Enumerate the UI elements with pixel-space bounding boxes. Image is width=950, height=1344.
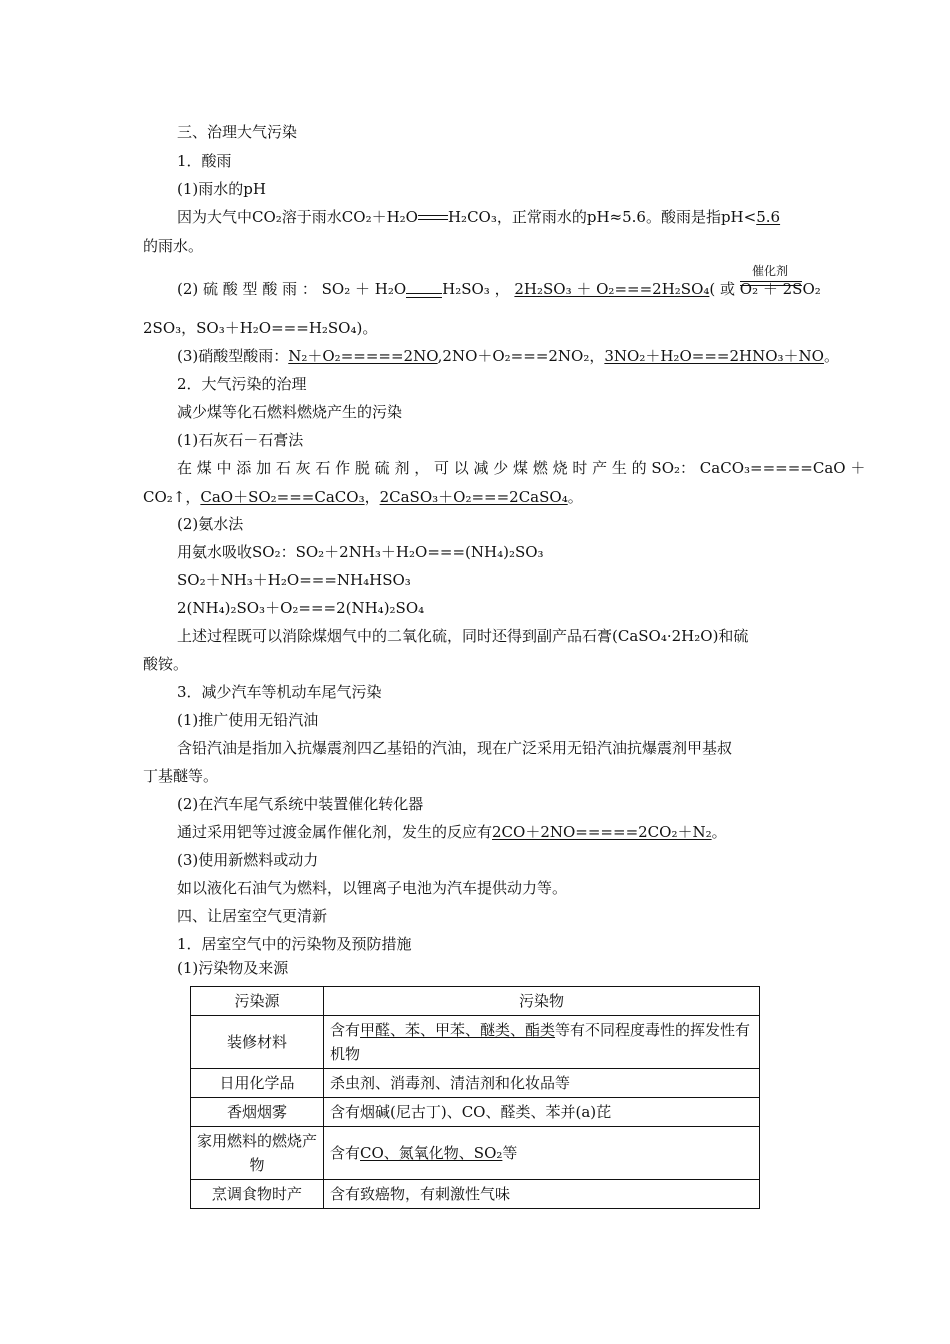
paragraph-line	[177, 822, 727, 842]
text: 。	[567, 488, 583, 506]
pollutant-cell	[324, 1127, 760, 1180]
text: (3)硝酸型酸雨：	[177, 347, 289, 365]
subsection-title: 1．酸雨	[177, 152, 232, 170]
paragraph-line	[177, 279, 821, 299]
equilibrium-arrow-icon	[418, 211, 448, 225]
item-title: (3)使用新燃料或动力	[177, 851, 319, 869]
subsection-title: 2．大气污染的治理	[177, 375, 307, 393]
text: 。	[711, 823, 727, 841]
paragraph-line: 丁基醚等。	[143, 767, 219, 785]
catalyst-label: 催化剂	[752, 264, 789, 278]
paragraph-line: 含铅汽油是指加入抗爆震剂四乙基铅的汽油，现在广泛采用无铅汽油抗爆震剂甲基叔	[177, 739, 733, 757]
section-heading: 四、让居室空气更清新	[177, 907, 328, 925]
pollutant-cell	[324, 1180, 760, 1209]
subsection-title: 1．居室空气中的污染物及预防措施	[177, 935, 412, 953]
column-header: 污染物	[324, 987, 760, 1016]
item-title: (2)在汽车尾气系统中装置催化转化器	[177, 795, 424, 813]
text: 通过采用钯等过渡金属作催化剂，发生的反应有	[177, 823, 493, 841]
table-row	[191, 1127, 760, 1180]
text: (2) 硫 酸 型 酸 雨 ： SO₂ ＋ H₂O	[177, 280, 407, 298]
table-row	[191, 1016, 760, 1069]
text: 等	[502, 1144, 518, 1162]
text: 因为大气中CO₂溶于雨水CO₂＋H₂O	[177, 208, 418, 226]
paragraph-line	[143, 487, 583, 507]
paragraph-line: 如以液化石油气为燃料，以锂离子电池为汽车提供动力等。	[177, 879, 568, 897]
item-title: (1)污染物及来源	[177, 959, 289, 977]
paragraph-line	[177, 207, 780, 227]
underlined-answer: 3NO₂＋H₂O===2HNO₃＋NO	[604, 347, 824, 365]
underlined-answer: 甲醛、苯、甲苯、醚类、酯类	[360, 1021, 556, 1039]
table-header-row	[191, 987, 760, 1016]
underlined-answer: 2H₂SO₃ ＋ O₂===2H₂SO₄	[514, 280, 710, 298]
text: ,2NO＋O₂===2NO₂，	[437, 347, 605, 365]
table-row	[191, 1069, 760, 1098]
table-row	[191, 1098, 760, 1127]
equation-line: 用氨水吸收SO₂：SO₂＋2NH₃＋H₂O===(NH₄)₂SO₃	[177, 543, 544, 561]
source-cell: 烹调食物时产	[191, 1180, 324, 1209]
text: H₂CO₃，正常雨水的pH≈5.6。酸雨是指pH<	[447, 208, 757, 226]
paragraph-line: 减少煤等化石燃料燃烧产生的污染	[177, 403, 403, 421]
text: H₂SO₃ ，	[442, 280, 510, 298]
source-cell: 家用燃料的燃烧产物	[191, 1127, 324, 1180]
source-cell: 香烟烟雾	[191, 1098, 324, 1127]
equation-line: SO₂＋NH₃＋H₂O===NH₄HSO₃	[177, 571, 411, 589]
equation-line: 2(NH₄)₂SO₃＋O₂===2(NH₄)₂SO₄	[177, 599, 425, 617]
underlined-answer: 2CaSO₃＋O₂===2CaSO₄	[379, 488, 568, 506]
text: 含有烟碱(尼古丁)、CO、醛类、苯并(a)芘	[330, 1103, 612, 1121]
text: CO₂↑，	[143, 488, 201, 506]
pollutant-cell	[324, 1098, 760, 1127]
paragraph-line	[177, 346, 839, 366]
paragraph-line: 酸铵。	[143, 655, 189, 673]
text: ( 或 O₂ ＋ 2SO₂	[709, 280, 821, 298]
item-title: (1)雨水的pH	[177, 180, 266, 198]
text: 杀虫剂、消毒剂、清洁剂和化妆品等	[330, 1074, 571, 1092]
underlined-answer: CaO＋SO₂===CaCO₃	[200, 488, 365, 506]
section-heading: 三、治理大气污染	[177, 123, 298, 141]
text: 等有不同程度毒性的挥发性有机物	[330, 1021, 751, 1063]
text: 含有致癌物，有刺激性气味	[330, 1185, 511, 1203]
text: ，	[364, 488, 380, 506]
text: 含有	[330, 1144, 361, 1162]
table-row	[191, 1180, 760, 1209]
underlined-answer: 5.6	[756, 208, 781, 226]
source-cell: 装修材料	[191, 1016, 324, 1069]
equilibrium-arrow-icon	[406, 289, 442, 303]
paragraph-line: 在 煤 中 添 加 石 灰 石 作 脱 硫 剂 ， 可 以 减 少 煤 燃 烧 时 产 生 的 SO₂： CaCO₃=====CaO ＋	[177, 459, 866, 477]
subsection-title: 3．减少汽车等机动车尾气污染	[177, 683, 382, 701]
underlined-answer: CO、氮氧化物、SO₂	[360, 1144, 503, 1162]
paragraph-line: 的雨水。	[143, 237, 204, 255]
paragraph-line: 上述过程既可以消除煤烟气中的二氧化硫，同时还得到副产品石膏(CaSO₄·2H₂O)和硫	[177, 627, 749, 645]
source-cell: 日用化学品	[191, 1069, 324, 1098]
item-title: (1)推广使用无铅汽油	[177, 711, 319, 729]
pollutant-table	[190, 986, 760, 1209]
underlined-answer: 2CO＋2NO=====2CO₂＋N₂	[492, 823, 712, 841]
paragraph-line: 2SO₃，SO₃＋H₂O===H₂SO₄)。	[143, 319, 378, 337]
text: 。	[823, 347, 839, 365]
underlined-answer: N₂＋O₂=====2NO	[288, 347, 438, 365]
item-title: (1)石灰石－石膏法	[177, 431, 304, 449]
pollutant-cell	[324, 1069, 760, 1098]
text: 含有	[330, 1021, 361, 1039]
reversible-arrow-icon	[740, 281, 802, 287]
pollutant-cell	[324, 1016, 760, 1069]
column-header: 污染源	[191, 987, 324, 1016]
item-title: (2)氨水法	[177, 515, 244, 533]
